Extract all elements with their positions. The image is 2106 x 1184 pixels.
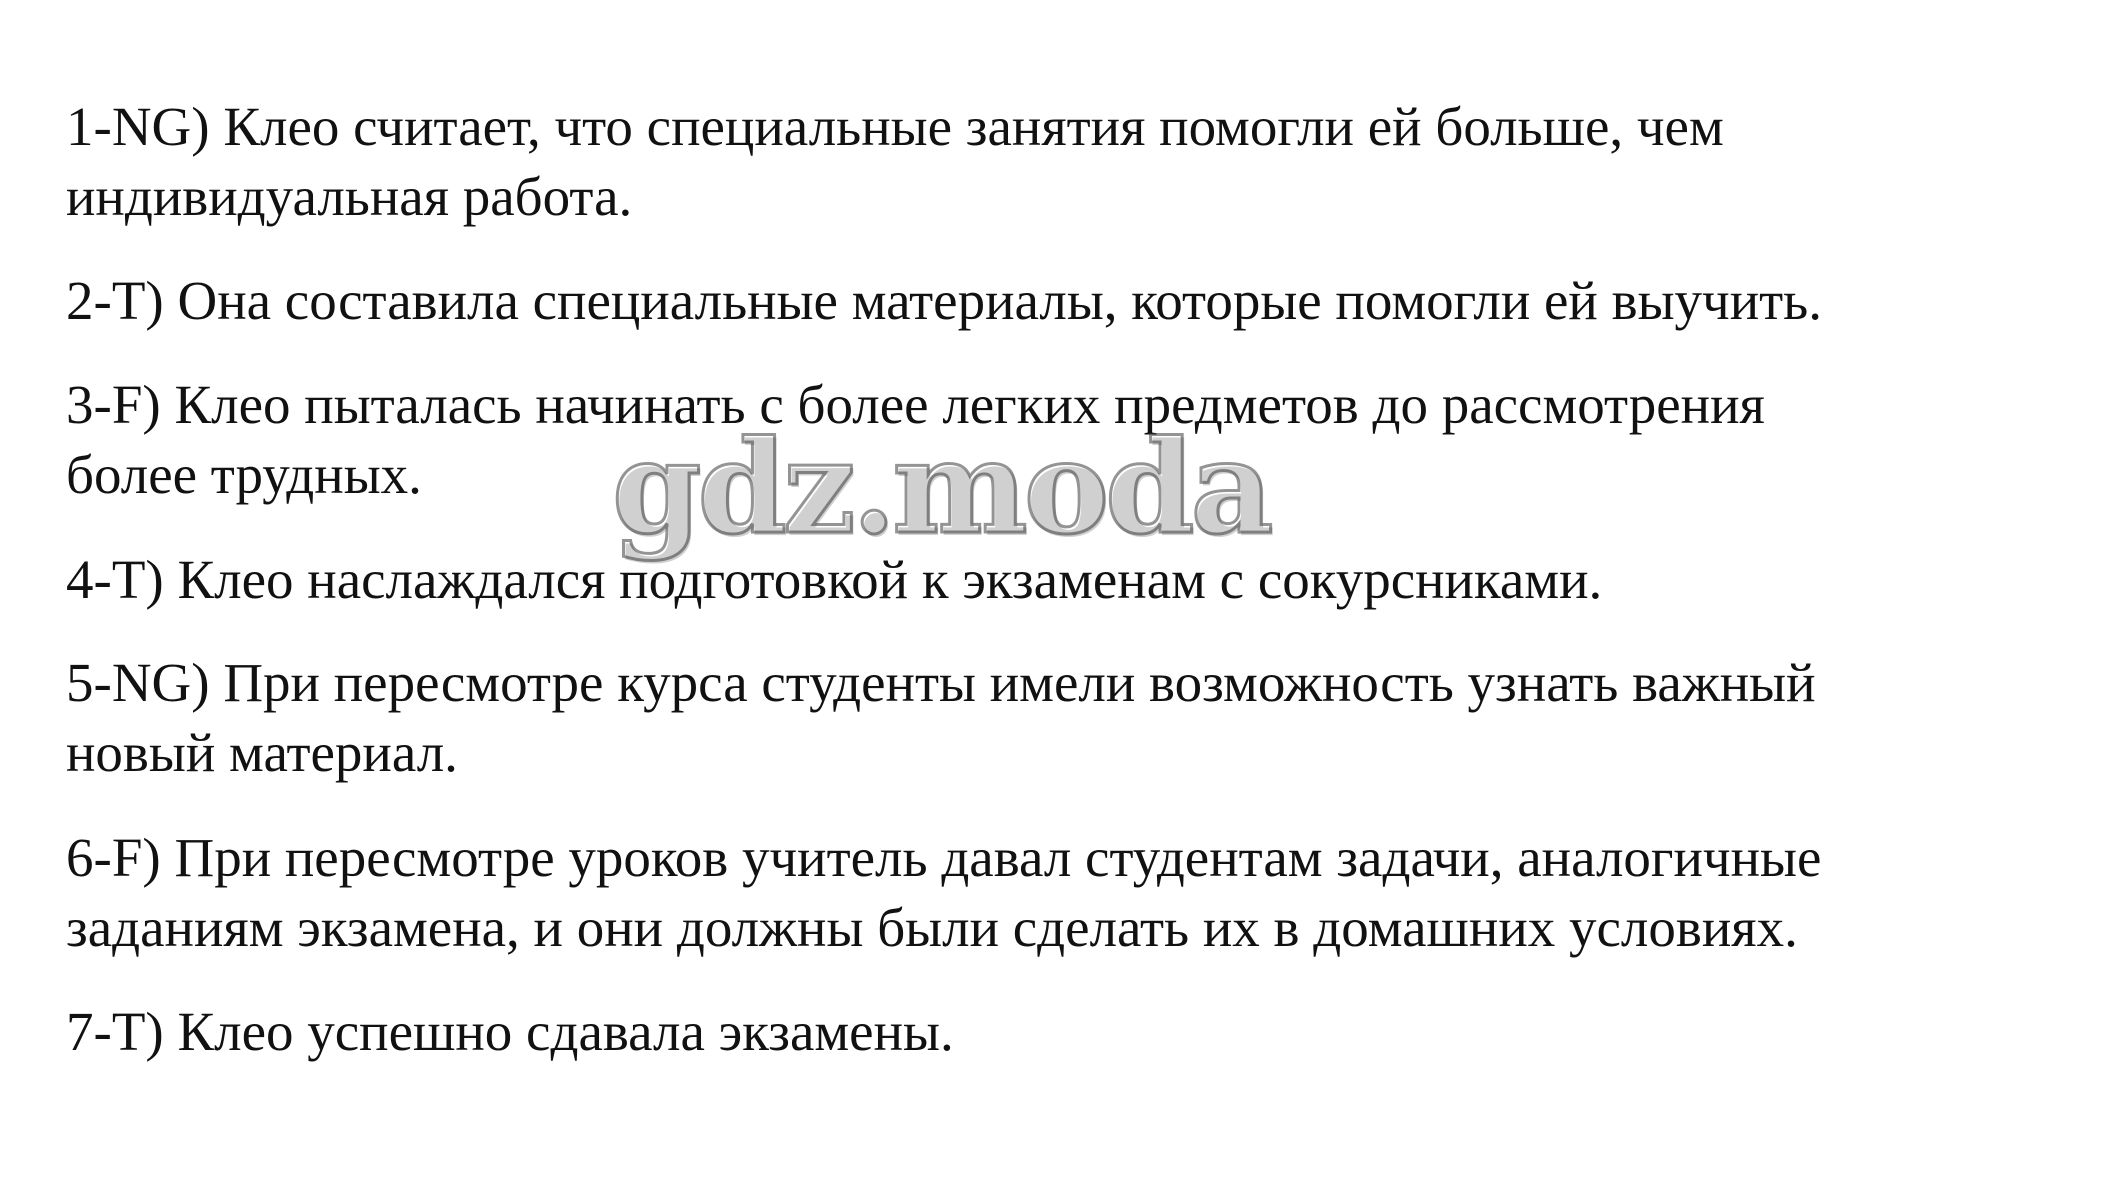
answer-5-line-2: новый материал. xyxy=(66,722,458,783)
answer-4-line-1: 4-T) Клео наслаждался подготовкой к экзаменам с сокурсниками. xyxy=(66,549,1603,610)
answer-6-line-2: заданиям экзамена, и они должны были сделать их в домашних условиях. xyxy=(66,897,1798,958)
answer-2-line-1: 2-T) Она составила специальные материалы, которые помогли ей выучить. xyxy=(66,270,1822,331)
answer-3-line-1: 3-F) Клео пыталась начинать с более легких предметов до рассмотрения xyxy=(66,374,1765,435)
watermark-logo: gdz.moda xyxy=(612,413,1270,563)
answer-1-line-2: индивидуальная работа. xyxy=(66,166,633,227)
answer-3-line-2: более трудных. xyxy=(66,444,422,505)
answer-7-line-1: 7-T) Клео успешно сдавала экзамены. xyxy=(66,1001,954,1062)
answer-6-line-1: 6-F) При пересмотре уроков учитель давал студентам задачи, аналогичные xyxy=(66,827,1822,888)
answer-5-line-1: 5-NG) При пересмотре курса студенты имели возможность узнать важный xyxy=(66,652,1816,713)
answer-1-line-1: 1-NG) Клео считает, что специальные занятия помогли ей больше, чем xyxy=(66,96,1724,157)
